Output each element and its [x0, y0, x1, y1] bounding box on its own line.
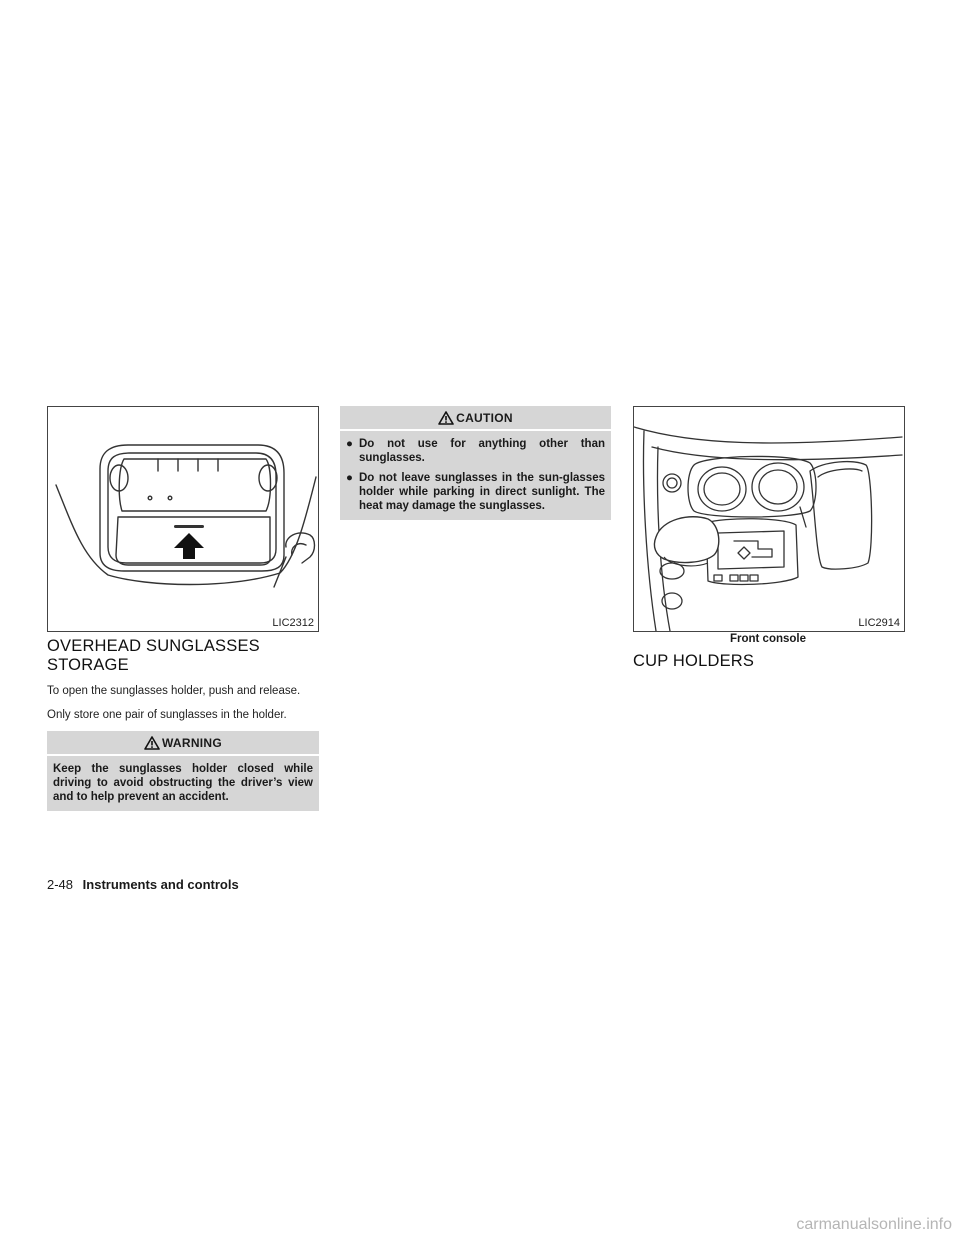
- sunglasses-holder-illustration: [48, 407, 318, 631]
- caution-item-text: Do not use for anything other than sunglasses.: [359, 438, 605, 464]
- figure-code: LIC2914: [858, 617, 900, 629]
- figure-code: LIC2312: [272, 617, 314, 629]
- front-console-illustration: [634, 407, 904, 631]
- instruction-paragraph: To open the sunglasses holder, push and release.: [47, 685, 301, 697]
- watermark: carmanualsonline.info: [796, 1216, 952, 1233]
- warning-triangle-icon: [438, 411, 454, 425]
- push-arrow-icon: [174, 533, 204, 559]
- section-heading-sunglasses: OVERHEAD SUNGLASSES STORAGE: [47, 637, 260, 674]
- caution-body: [340, 429, 611, 520]
- bullet-icon: ●: [346, 438, 353, 450]
- page-footer: [47, 877, 239, 892]
- warning-triangle-icon: [144, 736, 160, 750]
- page-number: 2-48: [47, 877, 74, 892]
- warning-text: Keep the sunglasses holder closed while driving to avoid obstructing the driver’s view and to help prevent an accident.: [47, 754, 319, 811]
- warning-title: WARNING: [161, 735, 223, 750]
- caution-box: [340, 406, 611, 520]
- caution-title: CAUTION: [456, 410, 513, 425]
- figure-caption: Front console: [729, 633, 807, 645]
- section-heading-cup-holders: CUP HOLDERS: [633, 652, 755, 670]
- caution-item-text: Do not leave sunglasses in the sun-glasses holder while parking in direct sunlight. The heat may damage the sunglasses.: [359, 472, 605, 512]
- caution-item: [346, 437, 605, 465]
- bullet-icon: ●: [346, 472, 353, 484]
- front-console-figure: [633, 406, 905, 632]
- caution-header: [340, 406, 611, 429]
- warning-header: [47, 731, 319, 754]
- caution-item: [346, 471, 605, 513]
- instruction-paragraph: Only store one pair of sunglasses in the holder.: [47, 709, 287, 721]
- sunglasses-holder-figure: [47, 406, 319, 632]
- section-name: Instruments and controls: [82, 877, 239, 892]
- warning-box: [47, 731, 319, 811]
